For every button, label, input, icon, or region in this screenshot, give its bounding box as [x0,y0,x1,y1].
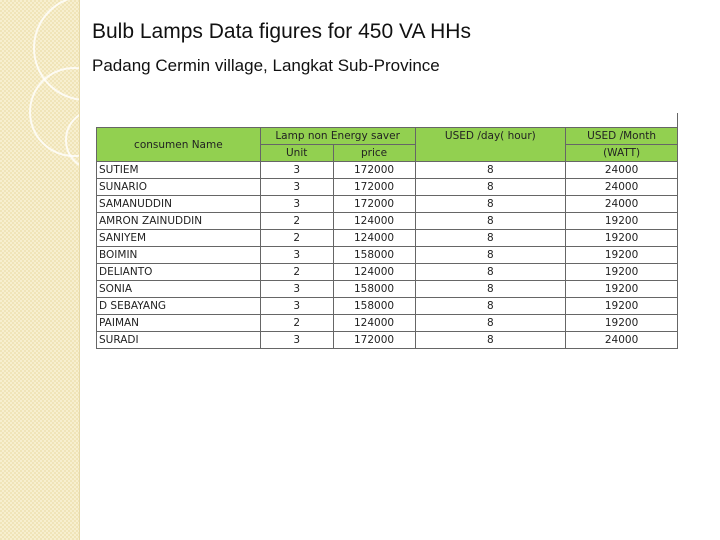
cell-used-month: 19200 [566,281,678,298]
circle-ornament [0,0,79,200]
cell-price: 124000 [333,264,415,281]
cell-used-day: 8 [415,162,566,179]
header-price: price [333,145,415,162]
cell-used-day: 8 [415,179,566,196]
cell-used-month: 19200 [566,298,678,315]
cell-used-month: 19200 [566,264,678,281]
cell-price: 124000 [333,230,415,247]
header-used-day: USED /day( hour) [415,128,566,162]
cell-price: 158000 [333,281,415,298]
cell-name: AMRON ZAINUDDIN [97,213,261,230]
cell-price: 172000 [333,196,415,213]
slide-subtitle: Padang Cermin village, Langkat Sub-Province [92,56,440,75]
cell-name: SANIYEM [97,230,261,247]
cell-price: 172000 [333,179,415,196]
cell-unit: 3 [260,196,333,213]
cell-used-month: 24000 [566,196,678,213]
cell-used-month: 19200 [566,213,678,230]
cell-name: SONIA [97,281,261,298]
cell-used-month: 19200 [566,247,678,264]
table-blank-row [97,113,678,128]
cell-unit: 2 [260,315,333,332]
table-row [97,230,678,247]
sidebar-edge [79,0,80,540]
cell-used-day: 8 [415,213,566,230]
cell-used-day: 8 [415,281,566,298]
table-row [97,264,678,281]
cell-price: 172000 [333,162,415,179]
header-name: consumen Name [97,128,261,162]
cell-used-month: 24000 [566,179,678,196]
cell-unit: 3 [260,247,333,264]
cell-name: SUNARIO [97,179,261,196]
cell-name: PAIMAN [97,315,261,332]
cell-price: 158000 [333,247,415,264]
cell-used-day: 8 [415,247,566,264]
cell-price: 158000 [333,298,415,315]
cell-price: 124000 [333,315,415,332]
cell-used-month: 24000 [566,162,678,179]
cell-unit: 3 [260,332,333,349]
sidebar-decoration [0,0,79,540]
cell-unit: 3 [260,179,333,196]
cell-used-day: 8 [415,264,566,281]
data-table-container [96,113,678,361]
table-row [97,298,678,315]
header-lamp-group: Lamp non Energy saver [260,128,415,145]
table-row [97,332,678,349]
cell-unit: 2 [260,230,333,247]
table-row [97,247,678,264]
cell-unit: 3 [260,162,333,179]
header-used-month-unit: (WATT) [566,145,678,162]
slide-title: Bulb Lamps Data figures for 450 VA HHs [92,20,471,43]
table-row [97,213,678,230]
cell-used-day: 8 [415,230,566,247]
table-row [97,315,678,332]
cell-unit: 3 [260,281,333,298]
header-unit: Unit [260,145,333,162]
cell-name: BOIMIN [97,247,261,264]
cell-used-day: 8 [415,196,566,213]
cell-name: SURADI [97,332,261,349]
cell-used-day: 8 [415,332,566,349]
cell-unit: 2 [260,213,333,230]
table-row [97,179,678,196]
table-row [97,196,678,213]
cell-unit: 2 [260,264,333,281]
header-used-month: USED /Month [566,128,678,145]
table-header-row [97,128,678,145]
cell-used-day: 8 [415,315,566,332]
cell-unit: 3 [260,298,333,315]
cell-used-month: 24000 [566,332,678,349]
cell-used-month: 19200 [566,315,678,332]
cell-name: D SEBAYANG [97,298,261,315]
cell-used-day: 8 [415,298,566,315]
table-row [97,162,678,179]
cell-price: 172000 [333,332,415,349]
cell-name: SUTIEM [97,162,261,179]
cell-name: SAMANUDDIN [97,196,261,213]
table-row [97,281,678,298]
cell-name: DELIANTO [97,264,261,281]
cell-used-month: 19200 [566,230,678,247]
cell-price: 124000 [333,213,415,230]
data-table [96,113,678,349]
